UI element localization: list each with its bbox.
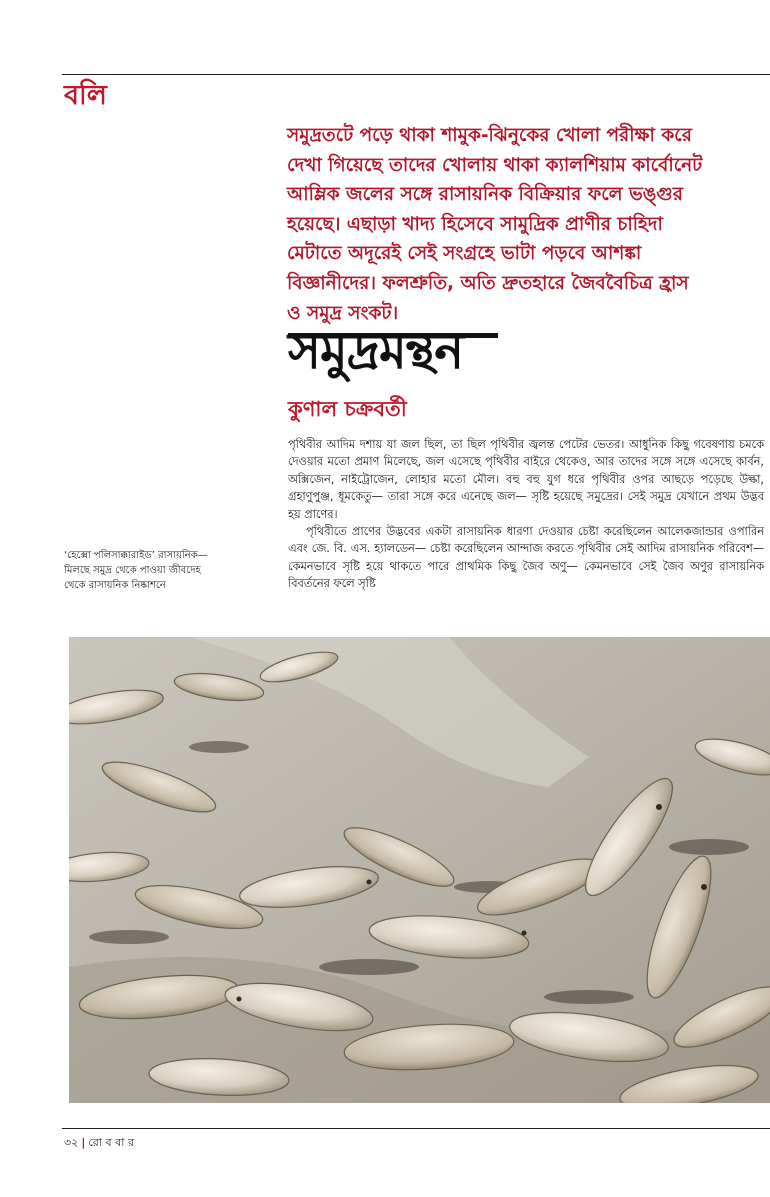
author-byline: কুণাল চক্রবর্তী — [288, 397, 407, 421]
section-label: বলি — [64, 80, 107, 111]
magazine-name: রো ব বা র — [88, 1136, 135, 1149]
page-footer — [64, 1137, 134, 1148]
dead-fish-photo — [69, 637, 770, 1103]
body-paragraph-1: পৃথিবীর আদিম দশায় যা জল ছিল, তা ছিল পৃথিবীর জ্বলন্ত পেটের ভেতর। আধুনিক কিছু গবেষণায় চমকে দেওয়ার মতো প্রমাণ মিলেছে, জল এসেছে পৃথিবীর বাইরে থেকেও, আর তাদের সঙ্গে সঙ্গে এসেছে কার্বন, অক্সিজেন, নাইট্রোজেন, লোহার মতো মৌল। বহু বহু যুগ ধরে পৃথিবীর ওপর আছড়ে পড়েছে উল্কা, গ্রহাণুপুঞ্জ, ধূমকেতু— তারা সঙ্গে করে এনেছে জল— সৃষ্টি হয়েছে সমুদ্রের। সেই সমুদ্র যেখানে প্রথম উদ্ভব হয় প্রাণের। — [288, 438, 764, 521]
article-body — [288, 436, 764, 593]
intro-deck: সমুদ্রতটে পড়ে থাকা শামুক-ঝিনুকের খোলা পরীক্ষা করে দেখা গিয়েছে তাদের খোলায় থাকা ক্যালশিয়াম কার্বোনেট আম্লিক জলের সঙ্গে রাসায়নিক বিক্রিয়ার ফলে ভঙ্গুর হয়েছে। এছাড়া খাদ্য হিসেবে সামুদ্রিক প্রাণীর চাহিদা মেটাতে অদূরেই সেই সংগ্রহে ভাটা পড়বে আশঙ্কা বিজ্ঞানীদের। ফলশ্রুতি, অতি দ্রুতহারে জৈববৈচিত্র হ্রাস ও সমুদ্র সংকট। — [287, 125, 703, 324]
top-rule — [62, 74, 770, 75]
page-number: ৩২ — [64, 1136, 79, 1149]
photo-caption: ‘হেক্সো পলিসাক্কারাইড’ রাসায়নিক— মিলছে সমুদ্র থেকে পাওয়া জীবদেহ থেকে রাসায়নিক নিষ্কাশনে — [64, 550, 208, 591]
article-title: সমুদ্রমন্থন — [288, 322, 464, 380]
body-paragraph-2: পৃথিবীতে প্রাণের উদ্ভবের একটা রাসায়নিক ধারণা দেওয়ার চেষ্টা করেছিলেন আলেকজান্ডার ওপারিন এবং জে. বি. এস. হ্যালডেন— চেষ্টা করেছিলেন আন্দাজ করতে পৃথিবীর সেই আদিম রাসায়নিক পরিবেশ— কেমনভাবে সৃষ্টি হয়ে থাকতে পারে প্রাথমিক কিছু জৈব অণু— কেমনভাবে সেই জৈব অণুর রাসায়নিক বিবর্তনের ফলে সৃষ্টি — [288, 525, 764, 591]
bottom-rule — [62, 1128, 770, 1129]
footer-separator: | — [81, 1136, 86, 1149]
